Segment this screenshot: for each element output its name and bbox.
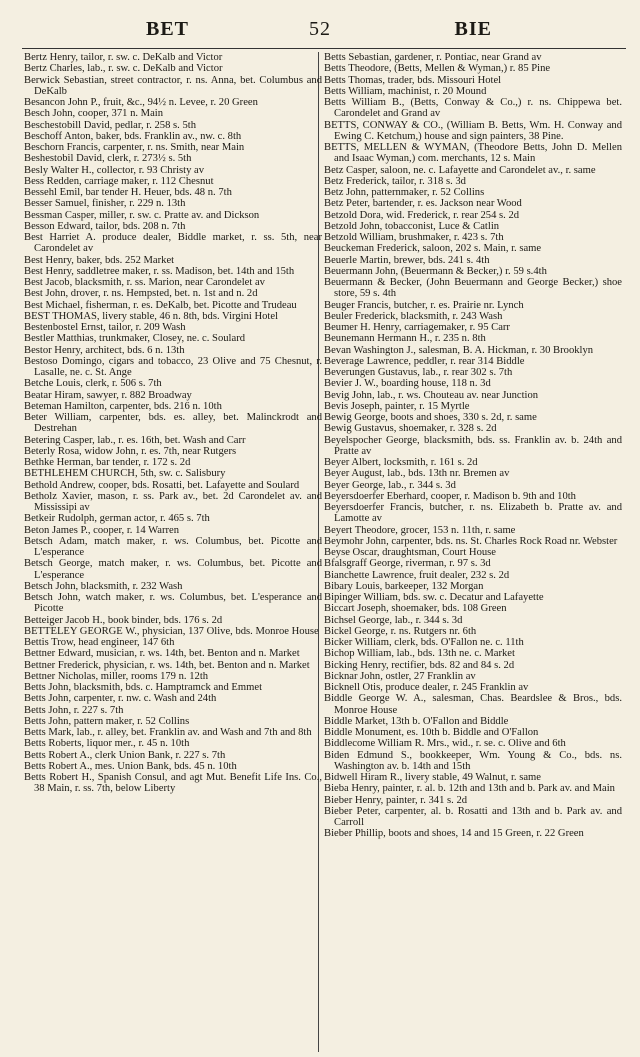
directory-entry: Betering Casper, lab., r. es. 16th, bet. Wash and Carr [24,434,246,446]
directory-entry: Bertz Charles, lab., r. sw. c. DeKalb and Victor [24,63,223,75]
directory-entry: Bethke Herman, bar tender, r. 172 s. 2d [24,457,191,468]
directory-entry: Betz John, patternmaker, r. 52 Collins [324,187,485,198]
directory-entry: Bichop William, lab., bds. 13th ne. c. Market [324,648,515,660]
directory-entry: Beyer Albert, locksmith, r. 161 s. 2d [324,457,478,468]
directory-entry: Bethold Andrew, cooper, bds. Rosatti, bet. Lafayette and Soulard [24,479,300,491]
directory-entry: BETTELEY GEORGE W., physician, 137 Olive, bds. Monroe House [24,625,319,637]
directory-entry: Biddlecome William R. Mrs., wid., r. se. c. Olive and 6th [324,738,566,750]
directory-entry: Biden Edmund S., bookkeeper, Wm. Young & Co., bds. ns. Washington av. b. 14th and 15th [324,749,622,772]
directory-entry: Beuckeman Frederick, saloon, 202 s. Main, r. same [324,243,542,255]
directory-entry: Beatar Hiram, sawyer, r. 882 Broadway [24,389,192,401]
directory-entry: Beverage Lawrence, peddler, r. rear 314 Biddle [324,355,525,367]
directory-entry: Betts Robert H., Spanish Consul, and agt Mut. Benefit Life Ins. Co., 38 Main, r. ss. 7th, below Liberty [24,772,322,795]
directory-entry: Bertz Henry, tailor, r. sw. c. DeKalb and Victor [24,52,223,63]
directory-entry: Betts Thomas, trader, bds. Missouri Hotel [324,74,502,86]
directory-entry: Bieba Henry, painter, r. al. b. 12th and 13th and b. Park av. and Main [324,783,615,795]
directory-entry: Bicking Henry, rectifier, bds. 82 and 84 s. 2d [324,659,515,671]
directory-entry: Besson Edward, tailor, bds. 208 n. 7th [24,220,186,232]
directory-entry: Betsch John, watch maker, r. ws. Columbus, bet. L'esperance and Picotte [24,592,322,615]
directory-entry: Best Henry, baker, bds. 252 Market [24,254,175,266]
directory-entry: Bianchette Lawrence, fruit dealer, 232 s. 2d [324,569,510,581]
directory-entry: Bestenbostel Ernst, tailor, r. 209 Wash [24,322,186,333]
directory-entry: Beyersdoerfer Francis, butcher, r. ns. Elizabeth b. Pratte av. and Lamotte av [324,502,622,525]
directory-entry: Bieber Phillip, boots and shoes, 14 and 15 Green, r. 22 Green [324,828,584,840]
directory-entry: Betkeir Rudolph, german actor, r. 465 s. 7th [24,513,210,525]
directory-entry: Bevan Washington J., salesman, B. A. Hickman, r. 30 Brooklyn [324,344,594,356]
directory-entry: Bettner Nicholas, miller, rooms 179 n. 12th [24,670,209,682]
directory-entry: Betts Roberts, liquor mer., r. 45 n. 10th [24,738,190,750]
directory-entry: Betts Mark, lab., r. alley, bet. Franklin av. and Wash and 7th and 8th [24,727,312,738]
directory-entry: Beuger Francis, butcher, r. es. Prairie nr. Lynch [324,299,524,311]
directory-entry: Bidwell Hiram R., livery stable, 49 Walnut, r. same [324,772,541,783]
page-number: 52 [309,18,331,40]
directory-entry: Beteman Hamilton, carpenter, bds. 216 n. 10th [24,400,222,412]
directory-entry: Betts John, blacksmith, bds. c. Hamptramck and Emmet [24,682,263,693]
directory-entry: Betts Robert A., mes. Union Bank, bds. 45 n. 10th [24,760,237,772]
directory-entry: Beyert Theodore, grocer, 153 n. 11th, r. same [324,524,516,536]
directory-entry: Beshestobil David, clerk, r. 273½ s. 5th [24,153,192,165]
directory-entry: Bettner Frederick, physician, r. ws. 14th, bet. Benton and n. Market [24,659,310,671]
directory-entry: Betzold John, tobacconist, Luce & Catlin [324,220,500,232]
directory-entry: Berwick Sebastian, street contractor, r. ns. Anna, bet. Columbus and DeKalb [24,74,322,97]
directory-entry: Bickel George, r. ns. Rutgers nr. 6th [324,625,477,637]
directory-entry: Bessehl Emil, bar tender H. Heuer, bds. 48 n. 7th [24,187,232,198]
directory-entry: Biddle George W. A., salesman, Chas. Beardslee & Bros., bds. Monroe House [324,693,622,716]
directory-entry: Beumer H. Henry, carriagemaker, r. 95 Carr [324,322,510,333]
directory-entry: Besser Samuel, finisher, r. 229 n. 13th [24,198,186,210]
directory-entry: Bfalsgraff George, riverman, r. 97 s. 3d [324,558,491,570]
directory-entry: BETTS, MELLEN & WYMAN, (Theodore Betts, John D. Mellen and Isaac Wyman,) com. merchants, 12 s. Main [324,142,622,165]
directory-entry: Bipinger William, bds. sw. c. Decatur and Lafayette [324,592,544,603]
directory-entry: Bieber Henry, painter, r. 341 s. 2d [324,794,468,806]
directory-entry: Betts Sebastian, gardener, r. Pontiac, near Grand av [324,52,542,63]
directory-entry: Beter William, carpenter, bds. es. alley, bet. Malinckrodt and Destrehan [24,412,322,435]
directory-entry: Betts John, carpenter, r. nw. c. Wash and 24th [24,693,217,705]
directory-entry: Beschestobill David, pedlar, r. 258 s. 5th [24,119,196,131]
directory-entry: Betz Casper, saloon, ne. c. Lafayette and Carondelet av., r. same [324,164,596,176]
header-rule [22,48,626,49]
directory-entry: Betzold William, brushmaker, r. 423 s. 7th [324,232,504,243]
directory-entry: Best Michael, fisherman, r. es. DeKalb, bet. Picotte and Trudeau [24,299,297,311]
directory-entry: Beyer August, lab., bds. 13th nr. Bremen av [324,468,510,480]
directory-entry: Beton James P., cooper, r. 14 Warren [24,524,180,536]
directory-entry: Beterly Rosa, widow John, r. es. 7th, near Rutgers [24,445,237,457]
directory-entry: Betteiger Jacob H., book binder, bds. 176 s. 2d [24,614,223,626]
directory-entry: Biddle Market, 13th b. O'Fallon and Biddle [324,715,509,727]
directory-entry: Bicknell Otis, produce dealer, r. 245 Franklin av [324,682,529,693]
directory-entry: Betts John, r. 227 s. 7th [24,704,124,716]
directory-entry: Betts William B., (Betts, Conway & Co.,) r. ns. Chippewa bet. Carondelet and Grand av [324,97,622,120]
directory-entry: Beymohr John, carpenter, bds. ns. St. Charles Rock Road nr. Webster [324,535,618,547]
directory-entry: Besly Walter H., collector, r. 93 Christy av [24,164,205,176]
directory-entry: Beschorn Francis, carpenter, r. ns. Smith, near Main [24,142,245,153]
directory-entry: Bevis Joseph, painter, r. 15 Myrtle [324,400,470,412]
directory-entry: Best John, drover, r. ns. Hempsted, bet. n. 1st and n. 2d [24,288,258,300]
directory-entry: Bevier J. W., boarding house, 118 n. 3d [324,378,491,390]
directory-entry: Beschoff Anton, baker, bds. Franklin av., nw. c. 8th [24,130,242,142]
directory-entry: Betsch George, match maker, r. ws. Columbus, bet. Picotte and L'esperance [24,558,322,581]
directory-entry: Betz Peter, bartender, r. es. Jackson near Wood [324,198,522,210]
directory-entry: Betzold Dora, wid. Frederick, r. rear 254 s. 2d [324,209,520,221]
header-left-word: BET [146,18,190,40]
directory-entry: Bichsel George, lab., r. 344 s. 3d [324,614,463,626]
directory-entry: Bibary Louis, barkeeper, 132 Morgan [324,580,484,592]
directory-entry: Bettis Trow, head engineer, 147 6th [24,637,175,648]
directory-entry: Bestoso Domingo, cigars and tobacco, 23 Olive and 75 Chesnut, r. Lasalle, ne. c. St. Ange [24,355,322,378]
directory-entry: Betche Louis, clerk, r. 506 s. 7th [24,378,162,390]
directory-entry: Betsch Adam, match maker, r. ws. Columbus, bet. Picotte and L'esperance [24,535,322,558]
directory-entry: Beunemann Hermann H., r. 235 n. 8th [324,333,486,345]
directory-entry: Best Jacob, blacksmith, r. ss. Marion, near Carondelet av [24,277,265,288]
directory-entry: Besch John, cooper, 371 n. Main [24,108,164,120]
directory-entry: Beyersdoerfer Eberhard, cooper, r. Madison b. 9th and 10th [324,490,576,502]
directory-entry: Beyer George, lab., r. 344 s. 3d [324,479,456,491]
directory-entry: Bewig George, boots and shoes, 330 s. 2d, r. same [324,412,537,423]
directory-entry: Beuermann & Becker, (John Beuermann and George Becker,) shoe store, 59 s. 4th [324,277,622,300]
directory-entry: Betz Frederick, tailor, r. 318 s. 3d [324,175,466,187]
directory-entry: Bestler Matthias, trunkmaker, Closey, ne. c. Soulard [24,333,246,345]
directory-entry: Beverungen Gustavus, lab., r. rear 302 s. 7th [324,367,513,378]
directory-entry: Beuler Frederick, blacksmith, r. 243 Wash [324,310,503,322]
directory-entry: Bicknar John, ostler, 27 Franklin av [324,670,476,682]
right-column [324,52,622,840]
directory-entry: Bestor Henry, architect, bds. 6 n. 13th [24,344,185,356]
directory-entry: BETTS, CONWAY & CO., (William B. Betts, Wm. H. Conway and Ewing C. Ketchum,) house and sign painters, 38 Pine. [324,119,622,142]
header-right-word: BIE [454,18,492,40]
directory-entry: Bieber Peter, carpenter, al. b. Rosatti and 13th and b. Park av. and Carroll [324,805,622,828]
directory-entry: Betts Robert A., clerk Union Bank, r. 227 s. 7th [24,749,226,761]
directory-entry: Bess Redden, carriage maker, r. 112 Chesnut [24,175,214,187]
directory-entry: Best Henry, saddletree maker, r. ss. Madison, bet. 14th and 15th [24,265,295,277]
directory-entry: BEST THOMAS, livery stable, 46 n. 8th, bds. Virgini Hotel [24,310,279,322]
directory-entry: Betts William, machinist, r. 20 Mound [324,85,487,97]
directory-entry: Betsch John, blacksmith, r. 232 Wash [24,580,183,592]
directory-entry: Bewig Gustavus, shoemaker, r. 328 s. 2d [324,423,497,435]
directory-entry: Betholz Xavier, mason, r. ss. Park av., bet. 2d Carondelet av. and Mississipi av [24,490,322,513]
directory-entry: Best Harriet A. produce dealer, Biddle market, r. ss. 5th, near Carondelet av [24,232,322,255]
directory-entry: Betts John, pattern maker, r. 52 Collins [24,715,190,727]
directory-entry: Bicker William, clerk, bds. O'Fallon ne. c. 11th [324,637,524,648]
page-header [0,18,640,48]
directory-entry: Biccart Joseph, shoemaker, bds. 108 Green [324,603,507,615]
directory-entry: Bevig John, lab., r. ws. Chouteau av. near Junction [324,389,539,401]
directory-entry: Beuerle Martin, brewer, bds. 241 s. 4th [324,254,490,266]
directory-entry: Beuermann John, (Beuermann & Becker,) r. 59 s.4th [324,265,547,277]
directory-entry: Betts Theodore, (Betts, Mellen & Wyman,) r. 85 Pine [324,63,551,75]
directory-entry: Beyse Oscar, draughtsman, Court House [324,547,496,558]
directory-entry: Bettner Edward, musician, r. ws. 14th, bet. Benton and n. Market [24,648,300,660]
directory-entry: BETHLEHEM CHURCH, 5th, sw. c. Salisbury [24,468,226,480]
directory-entry: Besancon John P., fruit, &c., 94½ n. Levee, r. 20 Green [24,97,258,108]
directory-entry: Biddle Monument, es. 10th b. Biddle and O'Fallon [324,727,539,738]
directory-entry: Beyelspocher George, blacksmith, bds. ss. Franklin av. b. 24th and Pratte av [324,434,622,457]
directory-entry: Bessman Casper, miller, r. sw. c. Pratte av. and Dickson [24,209,260,221]
left-column [24,52,322,795]
